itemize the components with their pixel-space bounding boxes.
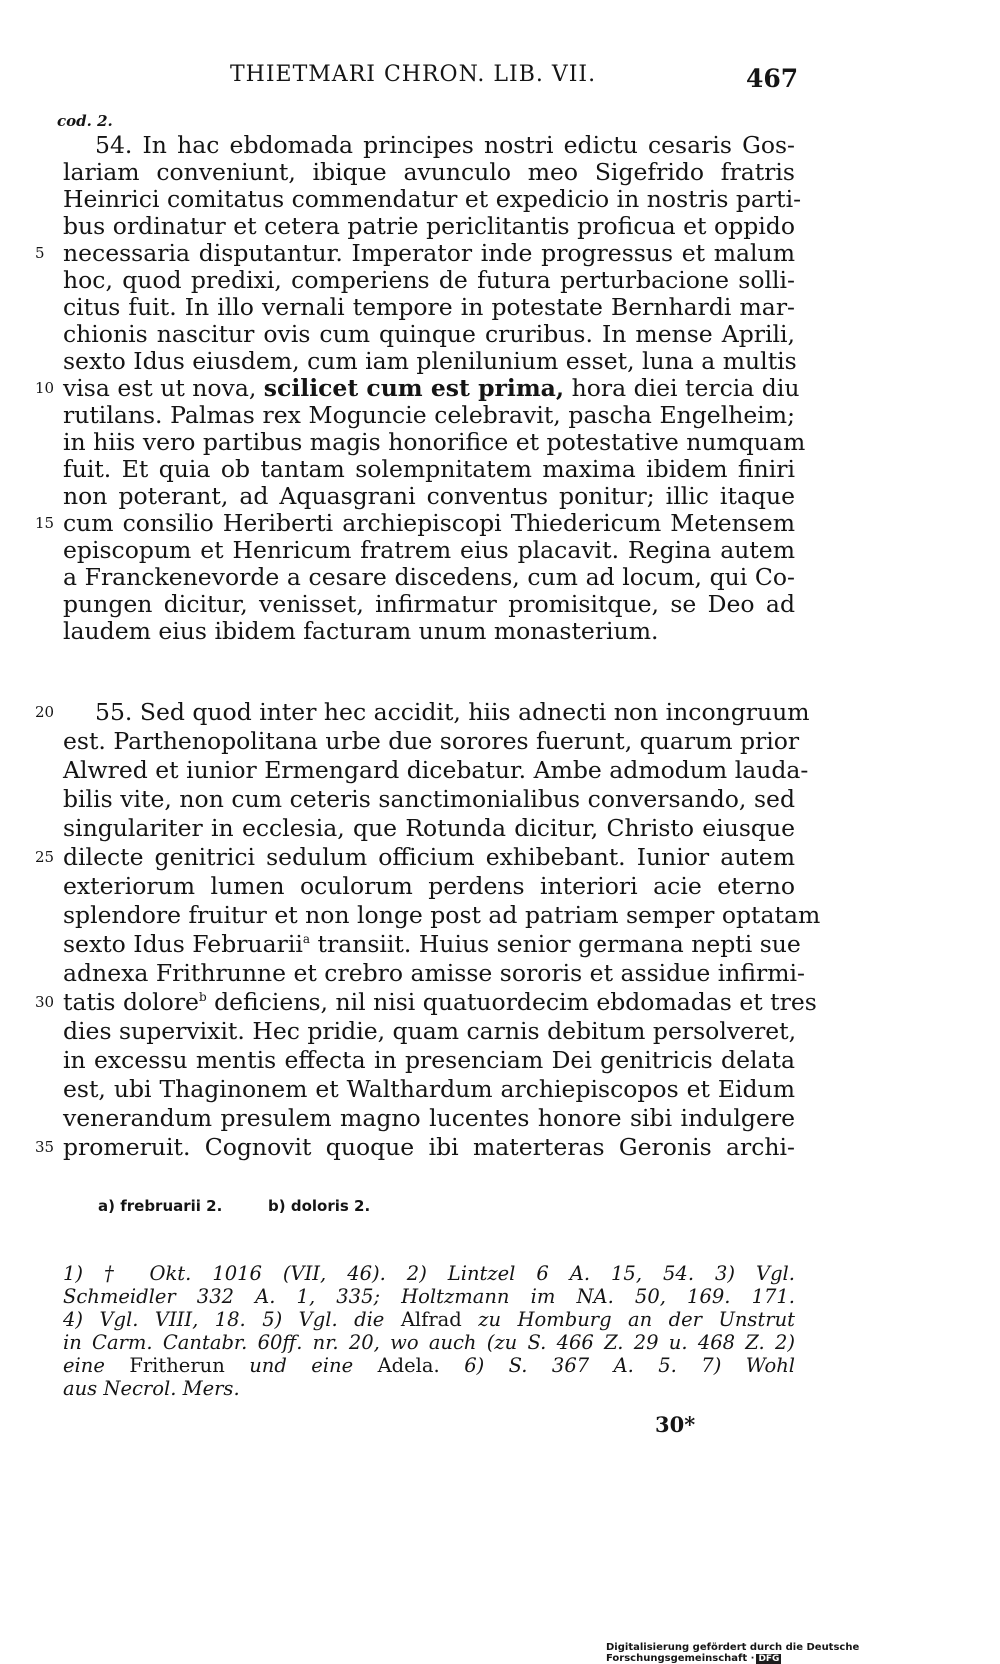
text-line: promeruit. Cognovit quoque ibi materteras Geronis archi-: [63, 1133, 795, 1161]
footnote-line: aus Necrol. Mers.: [63, 1377, 240, 1400]
apparatus-mark: b): [268, 1197, 286, 1215]
text-line: bus ordinatur et cetera patrie periclitantis proficua et oppido: [63, 212, 795, 240]
text-run: visa est ut nova,: [63, 374, 257, 402]
text-line: laudem eius ibidem facturam unum monasterium.: [63, 617, 659, 645]
apparatus-entry: [268, 1197, 370, 1215]
text-run: transiit. Huius senior germana nepti sue: [310, 930, 801, 958]
text-line: exteriorum lumen oculorum perdens interiori acie eterno: [63, 872, 795, 900]
text-run: eine: [63, 1354, 105, 1377]
text-line: necessaria disputantur. Imperator inde progressus et malum: [63, 239, 795, 267]
text-run: 4) Vgl. VIII, 18. 5) Vgl. die: [63, 1308, 385, 1331]
footnote-mark-a: a: [302, 932, 311, 947]
page-number: 467: [746, 64, 799, 93]
text-run: 6) S. 367 A. 5. 7) Wohl: [464, 1354, 796, 1377]
text-line: lariam conveniunt, ibique avunculo meo Sigefrido fratris: [63, 158, 795, 186]
text-line: est, ubi Thaginonem et Walthardum archiepiscopos et Eidum: [63, 1075, 795, 1103]
funding-note: [606, 1642, 1000, 1664]
dfg-logo: DFG: [758, 1654, 780, 1664]
text-run: tatis dolore: [63, 988, 199, 1016]
text-run: deficiens, nil nisi quatuordecim ebdomadas et tres: [206, 988, 817, 1016]
text-line: pungen dicitur, venisset, infirmatur promisitque, se Deo ad: [63, 590, 795, 618]
signature-mark: 30*: [655, 1412, 696, 1437]
text-line: [63, 374, 800, 403]
apparatus-mark: a): [98, 1197, 115, 1215]
text-line: splendore fruitur et non longe post ad patriam semper optatam: [63, 901, 821, 929]
footnote-mark-b: b: [198, 990, 207, 1005]
line-number: 35: [35, 1138, 55, 1156]
text-line: Alwred et iunior Ermengard dicebatur. Ambe admodum lauda-: [63, 756, 809, 784]
text-line: rutilans. Palmas rex Moguncie celebravit, pascha Engelheim;: [63, 401, 795, 429]
text-line: [63, 930, 801, 959]
line-number: 10: [35, 379, 55, 397]
text-line: a Franckenevorde a cesare discedens, cum ad locum, qui Co-: [63, 563, 795, 591]
bold-emphasis: scilicet cum est prima,: [263, 374, 565, 402]
text-run: Alfrad: [400, 1308, 462, 1331]
text-run: und eine: [249, 1354, 354, 1377]
text-line: venerandum presulem magno lucentes honore sibi indulgere: [63, 1104, 795, 1132]
text-line: in excessu mentis effecta in presenciam Dei genitricis delata: [63, 1046, 795, 1074]
text-line: sexto Idus eiusdem, cum iam plenilunium esset, luna a multis: [63, 347, 797, 375]
line-number: 30: [35, 993, 55, 1011]
codex-note: cod. 2.: [57, 112, 113, 130]
text-line: hoc, quod predixi, comperiens de futura perturbacione solli-: [63, 266, 795, 294]
text-run: Fritherun: [129, 1354, 225, 1377]
text-line: singulariter in ecclesia, que Rotunda dicitur, Christo eiusque: [63, 814, 795, 842]
line-number: 25: [35, 848, 55, 866]
text-line: fuit. Et quia ob tantam solempnitatem maxima ibidem finiri: [63, 455, 795, 483]
line-number: 20: [35, 703, 55, 721]
funding-text: Digitalisierung gefördert durch die Deutsche Forschungsgemeinschaft ·: [606, 1642, 860, 1664]
text-line: non poterant, ad Aquasgrani conventus ponitur; illic itaque: [63, 482, 795, 510]
text-line: 54. In hac ebdomada principes nostri edictu cesaris Gos-: [95, 131, 795, 159]
text-line: dilecte genitrici sedulum officium exhibebant. Iunior autem: [63, 843, 795, 871]
footnote-line: 1) † Okt. 1016 (VII, 46). 2) Lintzel 6 A. 15, 54. 3) Vgl.: [63, 1262, 795, 1285]
text-line: chionis nascitur ovis cum quinque cruribus. In mense Aprili,: [63, 320, 795, 348]
running-header: THIETMARI CHRON. LIB. VII.: [230, 62, 597, 87]
footnote-line: in Carm. Cantabr. 60ff. nr. 20, wo auch (zu S. 466 Z. 29 u. 468 Z. 2): [63, 1331, 795, 1354]
text-line: est. Parthenopolitana urbe due sorores fuerunt, quarum prior: [63, 727, 800, 755]
line-number: 5: [35, 244, 45, 262]
footnote-line: [63, 1308, 795, 1331]
text-run: Adela.: [377, 1354, 440, 1377]
text-line: adnexa Frithrunne et crebro amisse sororis et assidue infirmi-: [63, 959, 805, 987]
apparatus-text: doloris 2.: [290, 1197, 371, 1215]
text-line: dies supervixit. Hec pridie, quam carnis debitum persolveret,: [63, 1017, 797, 1045]
text-line: Heinrici comitatus commendatur et expedicio in nostris parti-: [63, 185, 802, 213]
text-line: bilis vite, non cum ceteris sanctimonialibus conversando, sed: [63, 785, 795, 813]
text-line: citus fuit. In illo vernali tempore in potestate Bernhardi mar-: [63, 293, 795, 321]
line-number: 15: [35, 514, 55, 532]
text-run: zu Homburg an der Unstrut: [461, 1308, 795, 1331]
apparatus-text: frebruarii 2.: [120, 1197, 223, 1215]
text-line: [63, 988, 817, 1017]
footnote-line: [63, 1354, 795, 1377]
apparatus-entry: [98, 1197, 222, 1215]
text-run: sexto Idus Februarii: [63, 930, 303, 958]
text-line: episcopum et Henricum fratrem eius placavit. Regina autem: [63, 536, 795, 564]
text-line: 55. Sed quod inter hec accidit, hiis adnecti non incongruum: [95, 698, 810, 726]
footnote-line: Schmeidler 332 A. 1, 335; Holtzmann im NA. 50, 169. 171.: [63, 1285, 795, 1308]
text-run: hora diei tercia diu: [571, 374, 800, 402]
text-line: cum consilio Heriberti archiepiscopi Thiedericum Metensem: [63, 509, 795, 537]
text-line: in hiis vero partibus magis honorifice et potestative numquam: [63, 428, 806, 456]
